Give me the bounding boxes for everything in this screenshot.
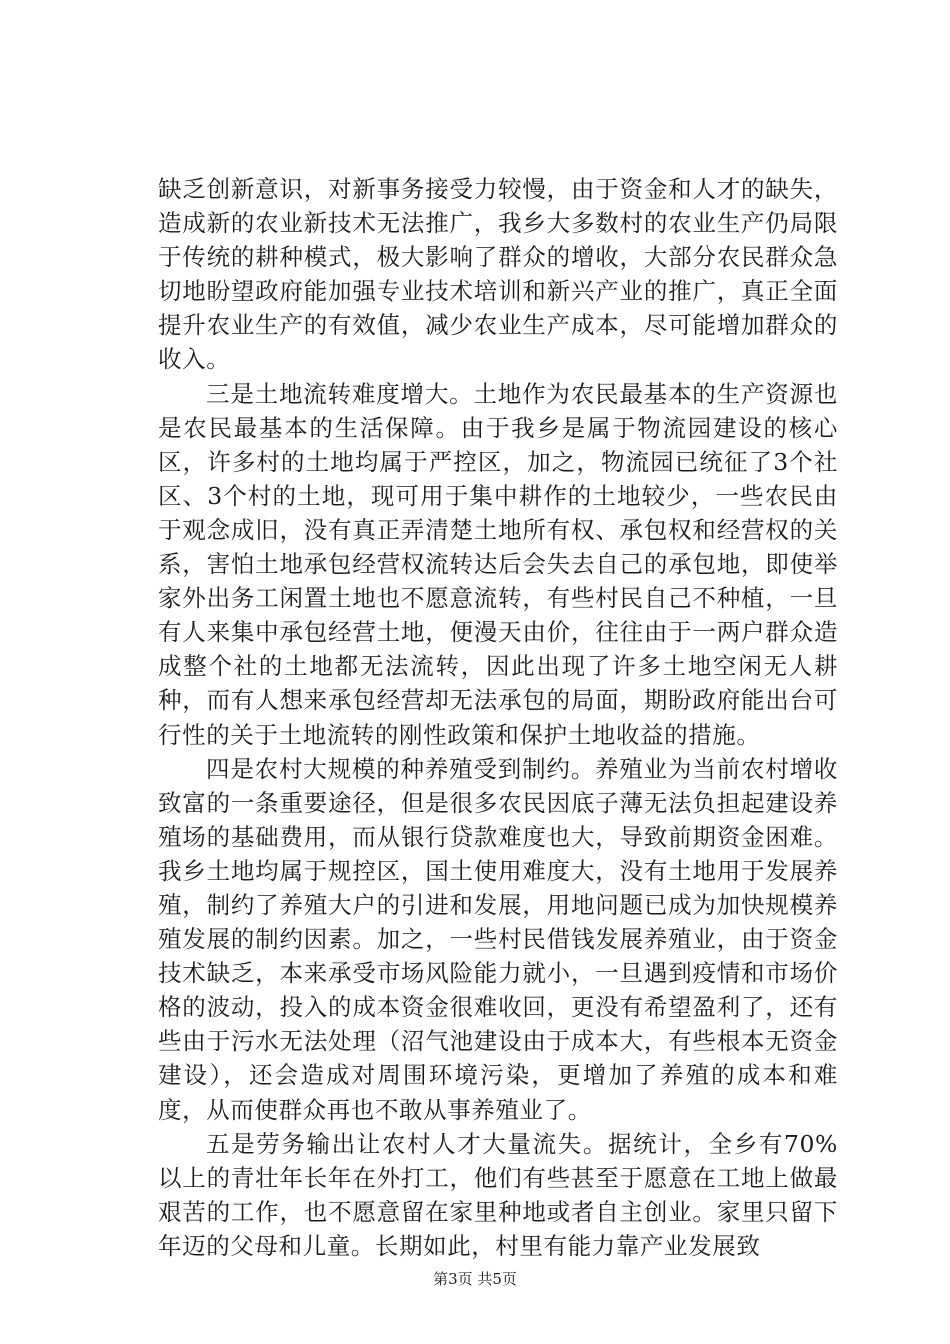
paragraph-3: 四是农村大规模的种养殖受到制约。养殖业为当前农村增收致富的一条重要途径，但是很多农民因底子薄无法负担起建设养殖场的基础费用，而从银行贷款难度也大，导致前期资金困难。我乡土地均属于规控区，国土使用难度大，没有土地用于发展养殖，制约了养殖大户的引进和发展，用地问题已成为加快规模养殖发展的制约因素。加之，一些村民借钱发展养殖业，由于资金技术缺乏，本来承受市场风险能力就小，一旦遇到疫情和市场价格的波动，投入的成本资金很难收回，更没有希望盈利了，还有些由于污水无法处理（沼气池建设由于成本大，有些根本无资金建设），还会造成对周围环境污染，更增加了养殖的成本和难度，从而使群众再也不敢从事养殖业了。	[158, 754, 838, 1124]
document-body	[158, 172, 838, 1263]
paragraph-1: 缺乏创新意识，对新事务接受力较慢，由于资金和人才的缺失，造成新的农业新技术无法推广，我乡大多数村的农业生产仍局限于传统的耕种模式，极大影响了群众的增收，大部分农民群众急切地盼望政府能加强专业技术培训和新兴产业的推广，真正全面提升农业生产的有效值，减少农业生产成本，尽可能增加群众的收入。	[158, 175, 838, 374]
paragraph-4: 五是劳务输出让农村人才大量流失。据统计，全乡有70%以上的青壮年长年在外打工，他们有些甚至于愿意在工地上做最艰苦的工作，也不愿意留在家里种地或者自主创业。家里只留下年迈的父母和儿童。长期如此，村里有能力靠产业发展致	[158, 1129, 838, 1260]
paragraph-2: 三是土地流转难度增大。土地作为农民最基本的生产资源也是农民最基本的生活保障。由于我乡是属于物流园建设的核心区，许多村的土地均属于严控区，加之，物流园已统征了3个社区、3个村的土地，现可用于集中耕作的土地较少，一些农民由于观念成旧，没有真正弄清楚土地所有权、承包权和经营权的关系，害怕土地承包经营权流转达后会失去自己的承包地，即使举家外出务工闲置土地也不愿意流转，有些村民自己不种植，一旦有人来集中承包经营土地，便漫天由价，往往由于一两户群众造成整个社的土地都无法流转，因此出现了许多土地空闲无人耕种，而有人想来承包经营却无法承包的局面，期盼政府能出台可行性的关于土地流转的刚性政策和保护土地收益的措施。	[158, 379, 838, 749]
page-footer: 第3页 共5页	[433, 1270, 517, 1288]
